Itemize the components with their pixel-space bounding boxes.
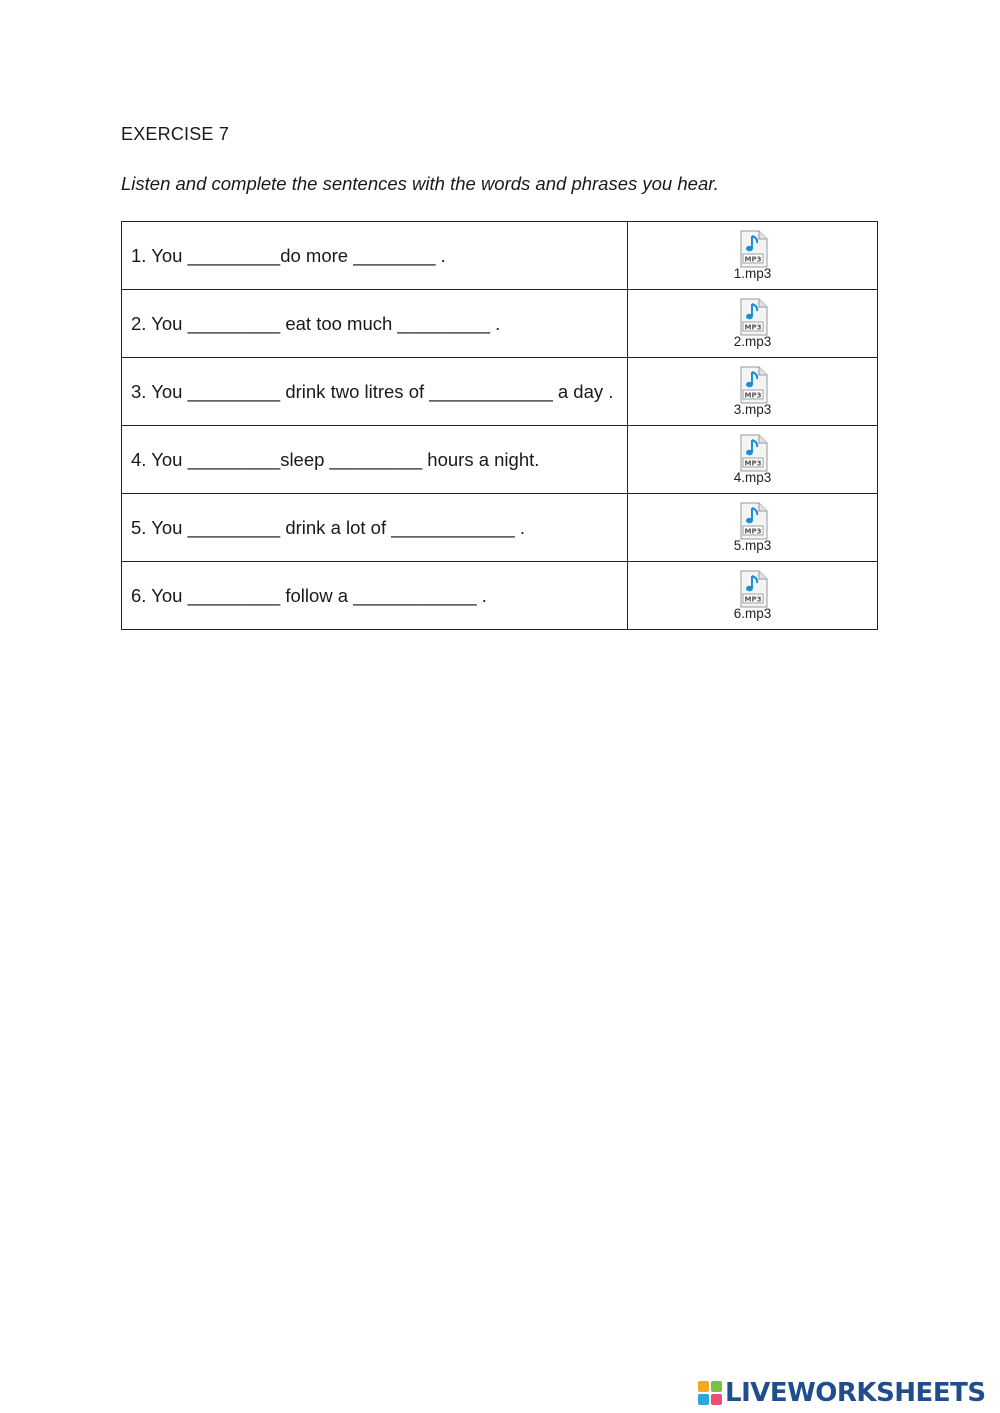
audio-label-4: 4.mp3 — [733, 470, 772, 485]
audio-button-6[interactable] — [734, 570, 772, 621]
audio-button-4[interactable] — [734, 434, 772, 485]
sentence-3: 3. You _________ drink two litres of ____________ a day . — [122, 358, 628, 426]
mp3-file-icon — [737, 366, 769, 404]
mp3-file-icon — [737, 434, 769, 472]
sentence-6: 6. You _________ follow a ____________ . — [122, 562, 628, 630]
audio-cell-1 — [628, 222, 878, 290]
mp3-file-icon — [737, 298, 769, 336]
sentence-2: 2. You _________ eat too much _________ . — [122, 290, 628, 358]
audio-button-2[interactable] — [734, 298, 772, 349]
mp3-file-icon — [737, 230, 769, 268]
mp3-file-icon — [737, 502, 769, 540]
table-row — [122, 358, 878, 426]
table-row — [122, 426, 878, 494]
audio-cell-3 — [628, 358, 878, 426]
table-row — [122, 290, 878, 358]
instructions: Listen and complete the sentences with the words and phrases you hear. — [121, 173, 719, 194]
liveworksheets-logo-icon — [697, 1380, 723, 1406]
exercise-table — [121, 221, 878, 630]
audio-label-3: 3.mp3 — [733, 402, 772, 417]
mp3-file-icon — [737, 570, 769, 608]
table-row — [122, 222, 878, 290]
table-row — [122, 562, 878, 630]
sentence-4: 4. You _________sleep _________ hours a night. — [122, 426, 628, 494]
sentence-1: 1. You _________do more ________ . — [122, 222, 628, 290]
audio-button-5[interactable] — [734, 502, 772, 553]
sentence-5: 5. You _________ drink a lot of ____________ . — [122, 494, 628, 562]
audio-label-2: 2.mp3 — [733, 334, 772, 349]
brand-text: LIVEWORKSHEETS — [725, 1378, 986, 1408]
audio-cell-6 — [628, 562, 878, 630]
audio-button-1[interactable] — [734, 230, 772, 281]
exercise-title: EXERCISE 7 — [121, 124, 230, 144]
liveworksheets-brand[interactable] — [697, 1378, 986, 1408]
audio-button-3[interactable] — [734, 366, 772, 417]
audio-cell-5 — [628, 494, 878, 562]
audio-label-5: 5.mp3 — [733, 538, 772, 553]
table-row — [122, 494, 878, 562]
audio-label-6: 6.mp3 — [733, 606, 772, 621]
audio-cell-2 — [628, 290, 878, 358]
audio-label-1: 1.mp3 — [733, 266, 772, 281]
audio-cell-4 — [628, 426, 878, 494]
